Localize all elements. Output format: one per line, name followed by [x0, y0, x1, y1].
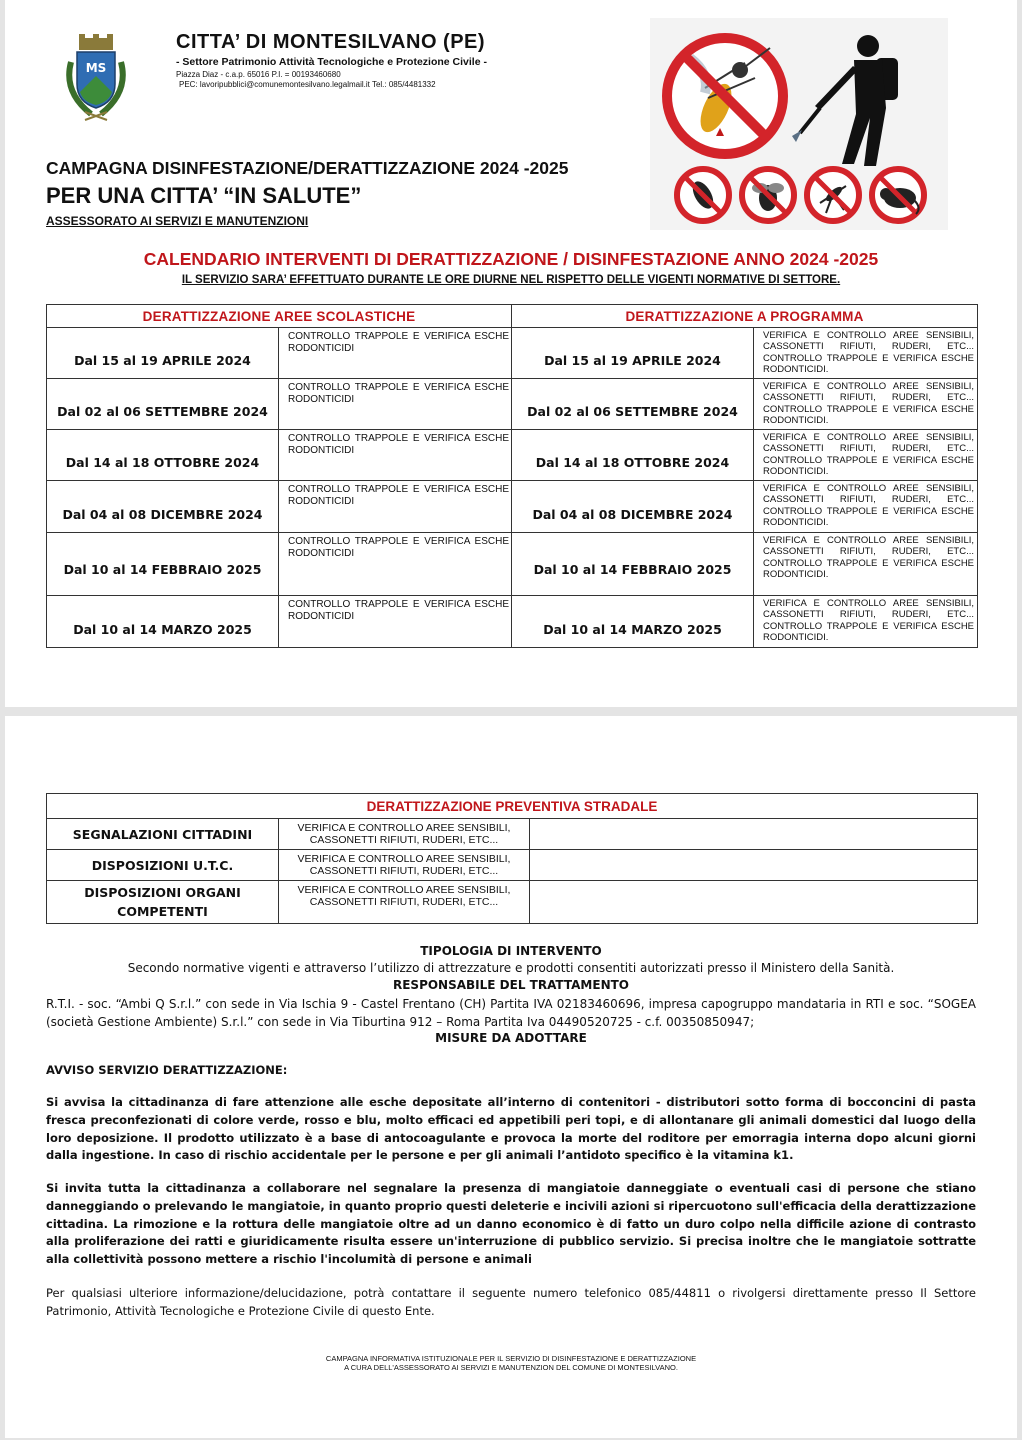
- program-date: Dal 10 al 14 MARZO 2025: [512, 596, 754, 648]
- program-activity: VERIFICA E CONTROLLO AREE SENSIBILI, CASSONETTI RIFIUTI, RUDERI, ETC... CONTROLLO TRAPPOLE E VERIFICA ESCHE RODONTICIDI.: [754, 533, 978, 596]
- school-activity: CONTROLLO TRAPPOLE E VERIFICA ESCHE RODONTICIDI: [279, 430, 512, 481]
- responsabile-heading: RESPONSABILE DEL TRATTAMENTO: [392, 978, 629, 992]
- request-source: SEGNALAZIONI CITTADINI: [47, 819, 279, 850]
- crest-icon: [61, 32, 131, 122]
- empty-cell: [530, 819, 978, 850]
- program-activity: VERIFICA E CONTROLLO AREE SENSIBILI, CASSONETTI RIFIUTI, RUDERI, ETC... CONTROLLO TRAPPOLE E VERIFICA ESCHE RODONTICIDI.: [754, 596, 978, 648]
- city-title: CITTA’ DI MONTESILVANO (PE): [176, 31, 486, 53]
- school-date: Dal 02 al 06 SETTEMBRE 2024: [47, 379, 279, 430]
- program-activity: VERIFICA E CONTROLLO AREE SENSIBILI, CASSONETTI RIFIUTI, RUDERI, ETC... CONTROLLO TRAPPOLE E VERIFICA ESCHE RODONTICIDI.: [754, 328, 978, 379]
- table-row: [47, 328, 978, 379]
- school-date: Dal 14 al 18 OTTOBRE 2024: [47, 430, 279, 481]
- table-row: [47, 430, 978, 481]
- invito-paragraph: Si invita tutta la cittadinanza a collaborare nel segnalare la presenza di mangiatoie danneggiate o eventuali casi di persone che stiano danneggiando o prelevando le mangiatoie, in quanto proprio questi deleterie e incivili azioni si ripercuotono sull'efficacia della derattizzazione cittadina. La rimozione e la rottura delle mangiatoie oltre ad un danno economico è di fatto un duro colpo nella difficile azione di contrasto alla proliferazione dei ratti e giuridicamente risulta essere un'interruzione di pubblico servizio. Si precisa inoltre che le mangiatoie sottratte alla collettività possono mettere a rischio l'incolumità di persone e animali: [46, 1181, 977, 1267]
- school-date: Dal 15 al 19 APRILE 2024: [47, 328, 279, 379]
- footer-line-2: A CURA DELL'ASSESSORATO AI SERVIZI E MANUTENZION DEL COMUNE DI MONTESILVANO.: [344, 1363, 678, 1372]
- pest-control-illustration: [650, 18, 948, 230]
- campaign-slogan: PER UNA CITTA’ “IN SALUTE”: [46, 183, 362, 208]
- table-row: [47, 596, 978, 648]
- schedule-table: [46, 304, 978, 648]
- street-table-title: DERATTIZZAZIONE PREVENTIVA STRADALE: [47, 794, 978, 819]
- school-date: Dal 10 al 14 MARZO 2025: [47, 596, 279, 648]
- table-row: [47, 819, 978, 850]
- calendar-title: CALENDARIO INTERVENTI DI DERATTIZZAZIONE / DISINFESTAZIONE ANNO 2024 -2025: [143, 249, 879, 269]
- svg-text:MS: MS: [85, 61, 107, 75]
- table-row: [47, 881, 978, 924]
- school-activity: CONTROLLO TRAPPOLE E VERIFICA ESCHE RODONTICIDI: [279, 533, 512, 596]
- school-date: Dal 10 al 14 FEBBRAIO 2025: [47, 533, 279, 596]
- school-activity: CONTROLLO TRAPPOLE E VERIFICA ESCHE RODONTICIDI: [279, 379, 512, 430]
- mosquito-small-banned-icon: [807, 169, 859, 221]
- program-date: Dal 10 al 14 FEBBRAIO 2025: [512, 533, 754, 596]
- rat-banned-icon: [872, 169, 924, 221]
- footer-line-1: CAMPAGNA INFORMATIVA ISTITUZIONALE PER IL SERVIZIO DI DISINFESTAZIONE E DERATTIZZAZIONE: [325, 1354, 697, 1363]
- street-table: [46, 793, 978, 924]
- street-activity: VERIFICA E CONTROLLO AREE SENSIBILI, CASSONETTI RIFIUTI, RUDERI, ETC...: [279, 850, 530, 881]
- program-date: Dal 02 al 06 SETTEMBRE 2024: [512, 379, 754, 430]
- tipologia-heading: TIPOLOGIA DI INTERVENTO: [420, 944, 602, 958]
- school-activity: CONTROLLO TRAPPOLE E VERIFICA ESCHE RODONTICIDI: [279, 328, 512, 379]
- street-activity: VERIFICA E CONTROLLO AREE SENSIBILI, CASSONETTI RIFIUTI, RUDERI, ETC...: [279, 881, 530, 924]
- request-source: DISPOSIZIONI ORGANI COMPETENTI: [47, 881, 279, 924]
- program-activity: VERIFICA E CONTROLLO AREE SENSIBILI, CASSONETTI RIFIUTI, RUDERI, ETC... CONTROLLO TRAPPOLE E VERIFICA ESCHE RODONTICIDI.: [754, 481, 978, 533]
- calendar-subtitle: IL SERVIZIO SARA’ EFFETTUATO DURANTE LE ORE DIURNE NEL RISPETTO DELLE VIGENTI NORMATIVE DI SETTORE.: [181, 274, 841, 286]
- program-activity: VERIFICA E CONTROLLO AREE SENSIBILI, CASSONETTI RIFIUTI, RUDERI, ETC... CONTROLLO TRAPPOLE E VERIFICA ESCHE RODONTICIDI.: [754, 430, 978, 481]
- school-activity: CONTROLLO TRAPPOLE E VERIFICA ESCHE RODONTICIDI: [279, 596, 512, 648]
- sector-name: - Settore Patrimonio Attività Tecnologiche e Protezione Civile -: [176, 56, 487, 68]
- program-date: Dal 04 al 08 DICEMBRE 2024: [512, 481, 754, 533]
- responsabile-text: R.T.I. - soc. “Ambi Q S.r.l.” con sede in Via Ischia 9 - Castel Frentano (CH) Partita IVA 02183460696, impresa capogruppo mandataria in RTI e soc. “SOGEA (società Gestione Ambiente) S.r.l.” con sede in Via Tiburtina 912 – Roma Partita Iva 04490520725 - c.f. 00350850947;: [46, 997, 976, 1029]
- school-date: Dal 04 al 08 DICEMBRE 2024: [47, 481, 279, 533]
- contact-paragraph: Per qualsiasi ulteriore informazione/delucidazione, potrà contattare il seguente numero telefonico 085/44811 o rivolgersi direttamente presso Il Settore Patrimonio, Attività Tecnologiche e Protezione Civile di questo Ente.: [46, 1286, 976, 1318]
- page-two: [5, 716, 1017, 1438]
- program-date: Dal 15 al 19 APRILE 2024: [512, 328, 754, 379]
- cockroach-banned-icon: [677, 169, 729, 221]
- table-row: [47, 850, 978, 881]
- request-source: DISPOSIZIONI U.T.C.: [47, 850, 279, 881]
- school-activity: CONTROLLO TRAPPOLE E VERIFICA ESCHE RODONTICIDI: [279, 481, 512, 533]
- program-activity: VERIFICA E CONTROLLO AREE SENSIBILI, CASSONETTI RIFIUTI, RUDERI, ETC... CONTROLLO TRAPPOLE E VERIFICA ESCHE RODONTICIDI.: [754, 379, 978, 430]
- empty-cell: [530, 850, 978, 881]
- column-header-program: DERATTIZZAZIONE A PROGRAMMA: [512, 305, 978, 328]
- table-row: [47, 481, 978, 533]
- address-line: Piazza Diaz - c.a.p. 65016 P.I. = 00193460680: [176, 70, 341, 79]
- column-header-school: DERATTIZZAZIONE AREE SCOLASTICHE: [47, 305, 512, 328]
- table-row: [47, 379, 978, 430]
- avviso-heading: AVVISO SERVIZIO DERATTIZZAZIONE:: [46, 1063, 288, 1077]
- pec-contact: PEC: lavoripubblici@comunemontesilvano.legalmail.it Tel.: 085/4481332: [179, 80, 436, 89]
- mosquito-banned-icon: [667, 38, 783, 154]
- page-one: [5, 0, 1017, 707]
- program-date: Dal 14 al 18 OTTOBRE 2024: [512, 430, 754, 481]
- fly-banned-icon: [742, 169, 794, 221]
- campaign-title: CAMPAGNA DISINFESTAZIONE/DERATTIZZAZIONE 2024 -2025: [46, 158, 569, 178]
- avviso-paragraph: Si avvisa la cittadinanza di fare attenzione alle esche depositate all’interno di contenitori - distributori sotto forma di bocconcini di pasta fresca preconfezionati di colore verde, rosso e blu, molto efficaci ed appetibili peri topi, e di allontanare gli animali domestici dal luogo della loro deposizione. Il prodotto utilizzato è a base di antocoagulante e provoca la morte del roditore per emorragia interna dopo alcuni giorni dalla ingestione. In caso di rischio accidentale per le persone e per gli animali l’antidoto specifico è la vitamina k1.: [46, 1095, 976, 1163]
- misure-heading: MISURE DA ADOTTARE: [435, 1031, 587, 1045]
- tipologia-text: Secondo normative vigenti e attraverso l’utilizzo di attrezzature e prodotti consentiti autorizzati presso il Ministero della Sanità.: [127, 961, 895, 975]
- street-activity: VERIFICA E CONTROLLO AREE SENSIBILI, CASSONETTI RIFIUTI, RUDERI, ETC...: [279, 819, 530, 850]
- table-row: [47, 533, 978, 596]
- empty-cell: [530, 881, 978, 924]
- campaign-department: ASSESSORATO AI SERVIZI E MANUTENZIONI: [46, 214, 309, 228]
